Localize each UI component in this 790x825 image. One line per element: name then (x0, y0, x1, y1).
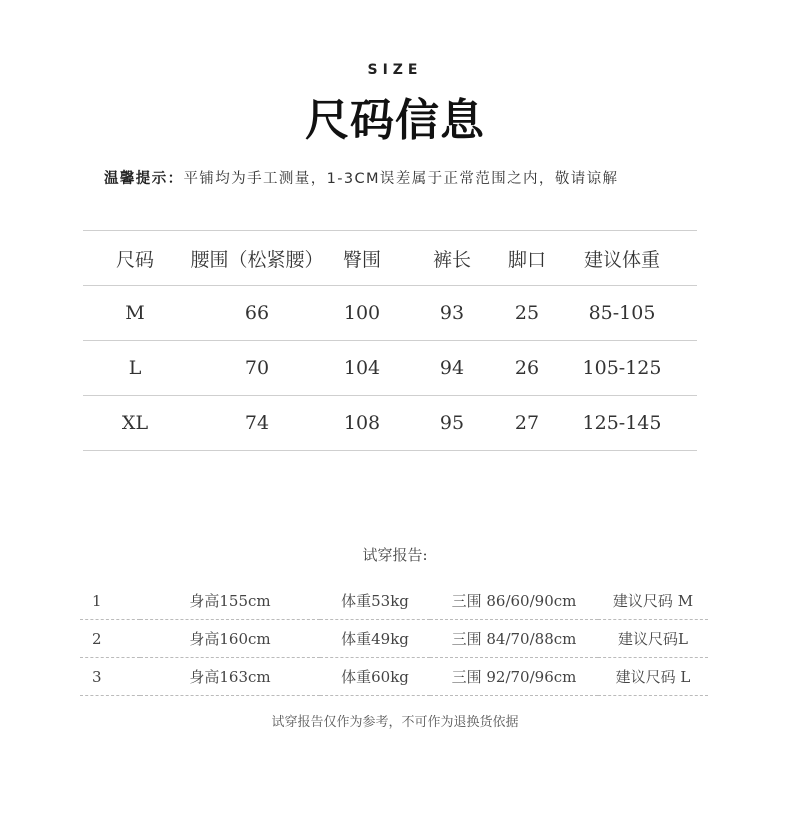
table-cell: 70 (187, 341, 327, 396)
table-cell: 85-105 (547, 286, 697, 341)
report-cell: 身高163cm (140, 658, 320, 696)
tip-text: 平铺均为手工测量，1-3CM误差属于正常范围之内，敬请谅解 (183, 171, 619, 187)
report-cell: 三围 86/60/90cm (430, 582, 598, 620)
report-cell: 3 (80, 658, 140, 696)
report-cell: 建议尺码 L (598, 658, 708, 696)
table-cell: 104 (327, 341, 397, 396)
table-cell: 125-145 (547, 396, 697, 451)
table-row (83, 341, 697, 396)
column-header: 脚口 (507, 231, 547, 286)
column-header: 臀围 (327, 231, 397, 286)
table-cell: 95 (397, 396, 507, 451)
table-cell: 74 (187, 396, 327, 451)
table-cell: L (83, 341, 187, 396)
report-row (80, 620, 708, 658)
tip-label: 温馨提示： (104, 171, 184, 187)
table-cell: 25 (507, 286, 547, 341)
size-table (83, 230, 697, 451)
report-table (80, 582, 708, 696)
report-cell: 三围 92/70/96cm (430, 658, 598, 696)
report-cell: 体重49kg (320, 620, 430, 658)
report-row (80, 658, 708, 696)
table-cell: 27 (507, 396, 547, 451)
report-cell: 三围 84/70/88cm (430, 620, 598, 658)
page-title: 尺码信息 (305, 95, 485, 146)
table-cell: 66 (187, 286, 327, 341)
table-cell: 26 (507, 341, 547, 396)
report-cell: 建议尺码L (598, 620, 708, 658)
table-cell: 94 (397, 341, 507, 396)
table-cell: 108 (327, 396, 397, 451)
column-header: 建议体重 (547, 231, 697, 286)
report-cell: 体重60kg (320, 658, 430, 696)
report-cell: 身高160cm (140, 620, 320, 658)
size-eyebrow: SIZE (367, 62, 423, 78)
column-header: 腰围（松紧腰） (187, 231, 327, 286)
table-cell: 105-125 (547, 341, 697, 396)
report-cell: 2 (80, 620, 140, 658)
report-cell: 体重53kg (320, 582, 430, 620)
report-cell: 身高155cm (140, 582, 320, 620)
table-cell: XL (83, 396, 187, 451)
table-cell: 93 (397, 286, 507, 341)
report-row (80, 582, 708, 620)
report-note: 试穿报告仅作为参考，不可作为退换货依据 (271, 715, 519, 730)
table-row (83, 396, 697, 451)
report-label: 试穿报告: (362, 546, 428, 564)
size-table-header (83, 231, 697, 286)
table-row (83, 286, 697, 341)
report-cell: 1 (80, 582, 140, 620)
report-cell: 建议尺码 M (598, 582, 708, 620)
table-cell: 100 (327, 286, 397, 341)
size-tip (104, 167, 618, 188)
column-header: 尺码 (83, 231, 187, 286)
column-header: 裤长 (397, 231, 507, 286)
table-cell: M (83, 286, 187, 341)
